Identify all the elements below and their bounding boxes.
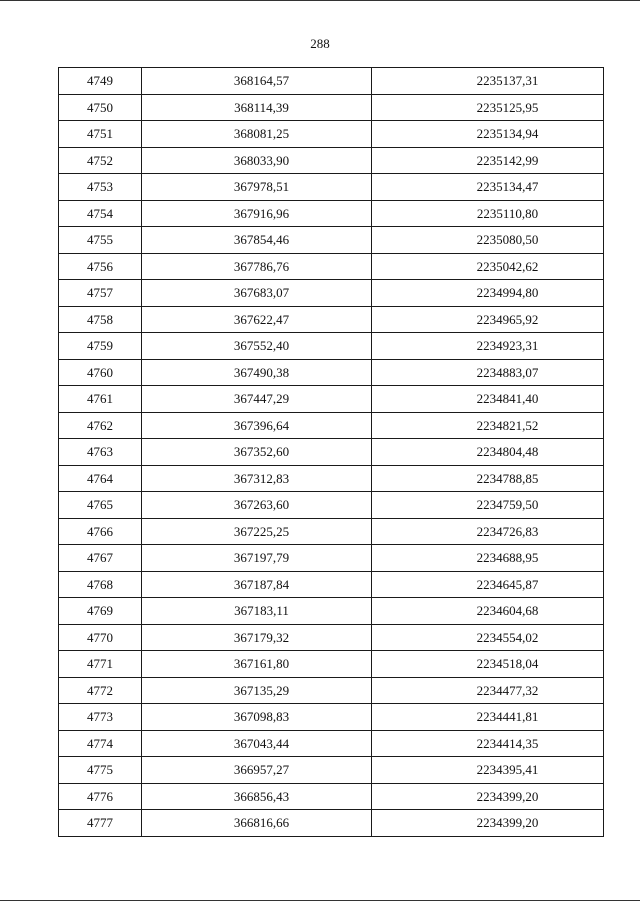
table-row: [59, 545, 604, 572]
x-coordinate-cell: 367396,64: [142, 412, 372, 439]
x-coordinate-cell: 367854,46: [142, 227, 372, 254]
x-coordinate-cell: 367225,25: [142, 518, 372, 545]
y-coordinate-cell: 2234965,92: [372, 306, 604, 333]
table-row: [59, 68, 604, 95]
y-coordinate-cell: 2234726,83: [372, 518, 604, 545]
point-number-cell: 4759: [59, 333, 142, 360]
table-row: [59, 465, 604, 492]
x-coordinate-cell: 368164,57: [142, 68, 372, 95]
coordinates-table: [58, 67, 604, 837]
point-number-cell: 4751: [59, 121, 142, 148]
x-coordinate-cell: 368081,25: [142, 121, 372, 148]
point-number-cell: 4776: [59, 783, 142, 810]
y-coordinate-cell: 2234883,07: [372, 359, 604, 386]
table-row: [59, 492, 604, 519]
x-coordinate-cell: 367098,83: [142, 704, 372, 731]
point-number-cell: 4775: [59, 757, 142, 784]
point-number-cell: 4770: [59, 624, 142, 651]
y-coordinate-cell: 2234399,20: [372, 810, 604, 837]
x-coordinate-cell: 367312,83: [142, 465, 372, 492]
y-coordinate-cell: 2235110,80: [372, 200, 604, 227]
x-coordinate-cell: 368033,90: [142, 147, 372, 174]
x-coordinate-cell: 367263,60: [142, 492, 372, 519]
table-row: [59, 412, 604, 439]
y-coordinate-cell: 2235080,50: [372, 227, 604, 254]
y-coordinate-cell: 2235125,95: [372, 94, 604, 121]
y-coordinate-cell: 2234923,31: [372, 333, 604, 360]
y-coordinate-cell: 2234395,41: [372, 757, 604, 784]
y-coordinate-cell: 2234477,32: [372, 677, 604, 704]
table-row: [59, 94, 604, 121]
y-coordinate-cell: 2234441,81: [372, 704, 604, 731]
x-coordinate-cell: 367683,07: [142, 280, 372, 307]
x-coordinate-cell: 368114,39: [142, 94, 372, 121]
point-number-cell: 4763: [59, 439, 142, 466]
point-number-cell: 4749: [59, 68, 142, 95]
table-row: [59, 757, 604, 784]
y-coordinate-cell: 2234554,02: [372, 624, 604, 651]
point-number-cell: 4772: [59, 677, 142, 704]
table-row: [59, 677, 604, 704]
table-row: [59, 227, 604, 254]
x-coordinate-cell: 367352,60: [142, 439, 372, 466]
point-number-cell: 4764: [59, 465, 142, 492]
table-row: [59, 730, 604, 757]
y-coordinate-cell: 2234518,04: [372, 651, 604, 678]
table-row: [59, 624, 604, 651]
x-coordinate-cell: 366856,43: [142, 783, 372, 810]
x-coordinate-cell: 367786,76: [142, 253, 372, 280]
table-row: [59, 280, 604, 307]
x-coordinate-cell: 366957,27: [142, 757, 372, 784]
y-coordinate-cell: 2234688,95: [372, 545, 604, 572]
x-coordinate-cell: 367622,47: [142, 306, 372, 333]
y-coordinate-cell: 2234645,87: [372, 571, 604, 598]
point-number-cell: 4767: [59, 545, 142, 572]
point-number-cell: 4777: [59, 810, 142, 837]
x-coordinate-cell: 367197,79: [142, 545, 372, 572]
y-coordinate-cell: 2234994,80: [372, 280, 604, 307]
point-number-cell: 4755: [59, 227, 142, 254]
y-coordinate-cell: 2235137,31: [372, 68, 604, 95]
point-number-cell: 4753: [59, 174, 142, 201]
table-row: [59, 333, 604, 360]
y-coordinate-cell: 2234821,52: [372, 412, 604, 439]
table-row: [59, 359, 604, 386]
point-number-cell: 4769: [59, 598, 142, 625]
point-number-cell: 4761: [59, 386, 142, 413]
y-coordinate-cell: 2234604,68: [372, 598, 604, 625]
x-coordinate-cell: 367978,51: [142, 174, 372, 201]
table-row: [59, 121, 604, 148]
y-coordinate-cell: 2234414,35: [372, 730, 604, 757]
point-number-cell: 4766: [59, 518, 142, 545]
point-number-cell: 4752: [59, 147, 142, 174]
x-coordinate-cell: 367490,38: [142, 359, 372, 386]
table-row: [59, 306, 604, 333]
y-coordinate-cell: 2235142,99: [372, 147, 604, 174]
table-row: [59, 518, 604, 545]
x-coordinate-cell: 367552,40: [142, 333, 372, 360]
y-coordinate-cell: 2234841,40: [372, 386, 604, 413]
y-coordinate-cell: 2234759,50: [372, 492, 604, 519]
x-coordinate-cell: 367161,80: [142, 651, 372, 678]
table-row: [59, 704, 604, 731]
page-number: 288: [310, 36, 330, 51]
bottom-scan-edge: [0, 900, 640, 901]
x-coordinate-cell: 367043,44: [142, 730, 372, 757]
table-row: [59, 200, 604, 227]
point-number-cell: 4760: [59, 359, 142, 386]
table-row: [59, 810, 604, 837]
y-coordinate-cell: 2234804,48: [372, 439, 604, 466]
point-number-cell: 4756: [59, 253, 142, 280]
x-coordinate-cell: 367187,84: [142, 571, 372, 598]
table-row: [59, 783, 604, 810]
point-number-cell: 4754: [59, 200, 142, 227]
y-coordinate-cell: 2235134,94: [372, 121, 604, 148]
point-number-cell: 4765: [59, 492, 142, 519]
x-coordinate-cell: 367135,29: [142, 677, 372, 704]
x-coordinate-cell: 367179,32: [142, 624, 372, 651]
point-number-cell: 4757: [59, 280, 142, 307]
point-number-cell: 4762: [59, 412, 142, 439]
y-coordinate-cell: 2235134,47: [372, 174, 604, 201]
x-coordinate-cell: 366816,66: [142, 810, 372, 837]
x-coordinate-cell: 367916,96: [142, 200, 372, 227]
x-coordinate-cell: 367447,29: [142, 386, 372, 413]
table-row: [59, 253, 604, 280]
table-row: [59, 651, 604, 678]
point-number-cell: 4771: [59, 651, 142, 678]
x-coordinate-cell: 367183,11: [142, 598, 372, 625]
coordinates-table-body: [59, 68, 604, 837]
point-number-cell: 4758: [59, 306, 142, 333]
table-row: [59, 147, 604, 174]
table-row: [59, 571, 604, 598]
top-scan-edge: [0, 0, 640, 1]
point-number-cell: 4774: [59, 730, 142, 757]
y-coordinate-cell: 2234399,20: [372, 783, 604, 810]
point-number-cell: 4768: [59, 571, 142, 598]
table-row: [59, 598, 604, 625]
table-row: [59, 386, 604, 413]
point-number-cell: 4773: [59, 704, 142, 731]
y-coordinate-cell: 2234788,85: [372, 465, 604, 492]
table-row: [59, 439, 604, 466]
point-number-cell: 4750: [59, 94, 142, 121]
y-coordinate-cell: 2235042,62: [372, 253, 604, 280]
table-row: [59, 174, 604, 201]
